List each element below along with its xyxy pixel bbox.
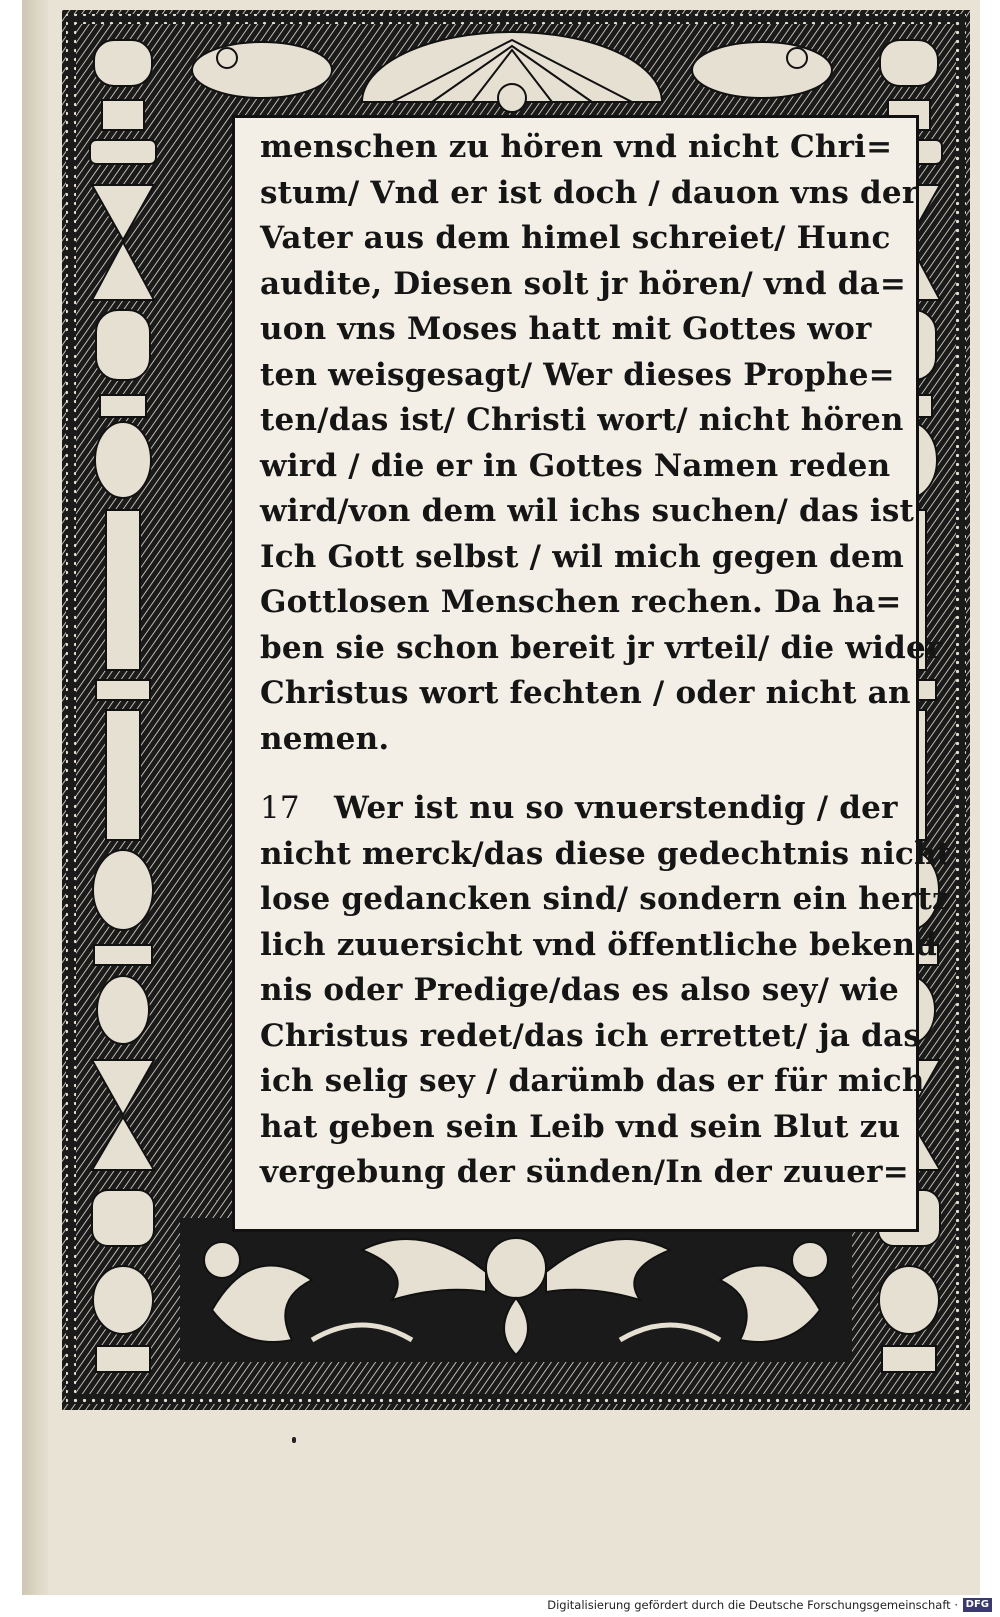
- text-line: audite, Diesen solt jr hören/ vnd da=: [260, 265, 907, 302]
- page-text: [260, 125, 952, 1196]
- text-line: vergebung der sünden/In der zuuer=: [260, 1154, 909, 1190]
- paragraph-gap: [260, 762, 900, 786]
- text-line: wird / die er in Gottes Namen reden: [260, 447, 891, 484]
- dfg-logo: DFG: [963, 1598, 992, 1612]
- text-line: stum/ Vnd er ist doch / dauon vns der: [260, 174, 919, 211]
- text-line: menschen zu hören vnd nicht Chri=: [260, 129, 893, 165]
- text-line: ben sie schon bereit jr vrteil/ die wider: [260, 629, 943, 666]
- text-line: lose gedancken sind/ sondern ein hertz: [260, 881, 950, 917]
- text-line: Christus wort fechten / oder nicht an: [260, 675, 911, 711]
- text-line: Vater aus dem himel schreiet/ Hunc: [260, 220, 891, 256]
- text-line: ten/das ist/ Christi wort/ nicht hören: [260, 402, 904, 438]
- ink-dot: [292, 1437, 296, 1443]
- text-line: nemen.: [260, 720, 390, 757]
- text-line: hat geben sein Leib vnd sein Blut zu: [260, 1108, 901, 1145]
- verse-number: 17: [260, 790, 300, 826]
- text-panel: [232, 115, 952, 1232]
- text-line: Ich Gott selbst / wil mich gegen dem: [260, 538, 904, 575]
- text-line: Gottlosen Menschen rechen. Da ha=: [260, 584, 902, 620]
- text-line: nis oder Predige/das es also sey/ wie: [260, 972, 899, 1008]
- text-line: wird/von dem wil ichs suchen/ das ist: [260, 493, 915, 529]
- woodcut-border: [62, 10, 970, 1410]
- text-line: ich selig sey / darümb das er für mich: [260, 1063, 925, 1099]
- verse-first-line: [260, 786, 900, 832]
- footer-credit: Digitalisierung gefördert durch die Deutsche Forschungsgemeinschaft ·: [547, 1598, 958, 1612]
- verse-first-line-text: Wer ist nu so vnuerstendig / der: [334, 790, 898, 826]
- text-line: uon vns Moses hatt mit Gottes wor: [260, 311, 872, 347]
- text-line: lich zuuersicht vnd öffentliche bekend: [260, 926, 938, 963]
- text-line: nicht merck/das diese gedechtnis nicht: [260, 835, 952, 872]
- text-line: ten weisgesagt/ Wer dieses Prophe=: [260, 356, 895, 393]
- page-spine: [22, 0, 48, 1595]
- footer: [0, 1595, 1000, 1617]
- text-line: Christus redet/das ich errettet/ ja das: [260, 1017, 921, 1054]
